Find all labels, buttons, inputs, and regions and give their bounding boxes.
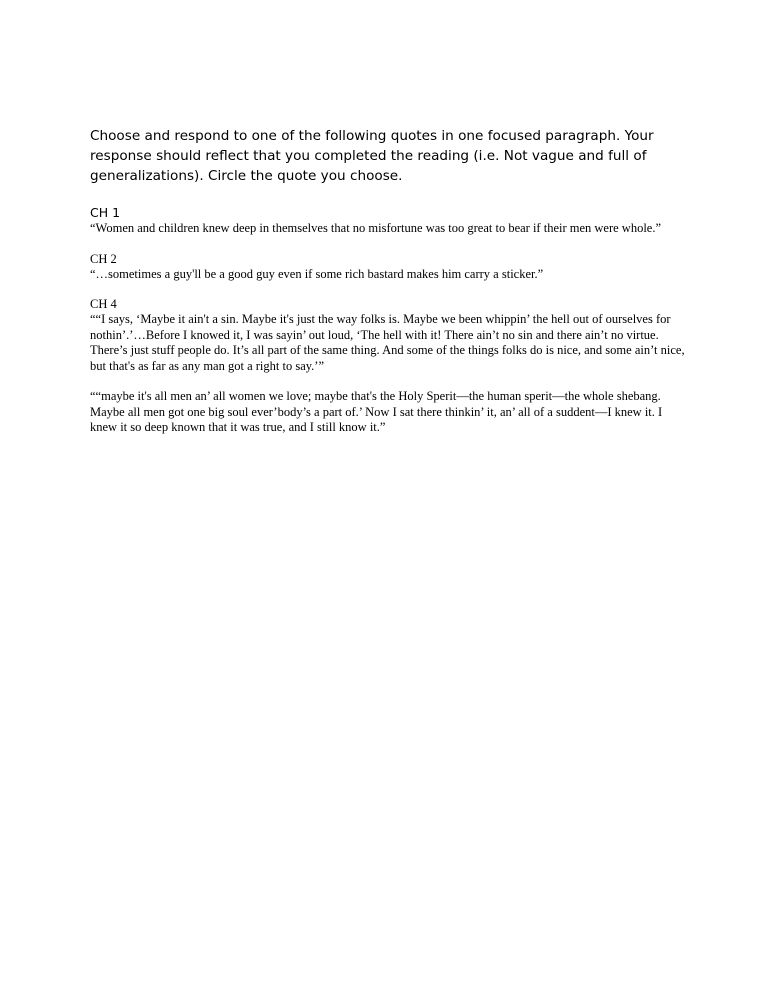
worksheet-page [90, 126, 690, 450]
quote-text: ““maybe it's all men an’ all women we love; maybe that's the Holy Sperit—the human sperit—the whole shebang. Maybe all men got one big soul ever’body’s a part of.’ Now I sat there thinkin’ it, an’ all of a suddent—I knew it. I knew it so deep known that it was true, and I still know it.” [90, 389, 663, 434]
instructions-paragraph: Choose and respond to one of the following quotes in one focused paragraph. Your response should reflect that you completed the reading (i.e. Not vague and full of generalizations). Circle the quote you choose. [90, 128, 654, 184]
quote-text: “Women and children knew deep in themselves that no misfortune was too great to bear if their men were whole.” [90, 221, 662, 235]
quote-text: “…sometimes a guy'll be a good guy even if some rich bastard makes him carry a sticker.” [90, 266, 544, 281]
chapter-heading: CH 2 [90, 251, 117, 266]
section-ch2 [90, 251, 690, 283]
quote-text: ““I says, ‘Maybe it ain't a sin. Maybe it's just the way folks is. Maybe we been whippin’ the hell out of ourselves for nothin’.’…Before I knowed it, I was sayin’ out loud, ‘The hell with it! There ain’t no sin and there ain’t no virtue. There’s just stuff people do. It’s all part of the same thing. And some of the things folks do is nice, and some ain’t nice, but that's as far as any man got a right to say.’” [90, 312, 685, 373]
chapter-heading: CH 4 [90, 297, 117, 311]
section-ch1 [90, 205, 690, 237]
section-ch4 [90, 296, 690, 436]
chapter-heading: CH 1 [90, 205, 121, 220]
